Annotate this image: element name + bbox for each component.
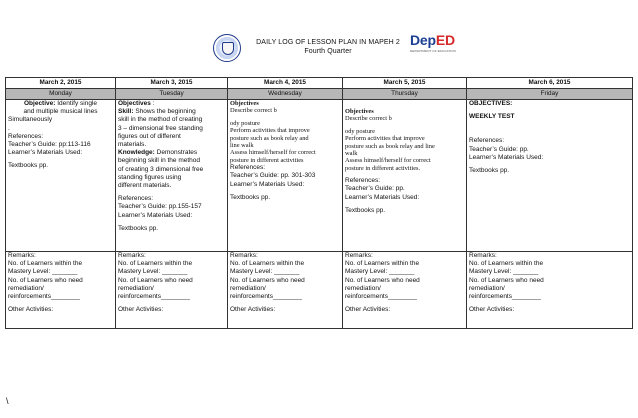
day-friday: Friday [467, 89, 633, 100]
spacer [469, 121, 630, 129]
remarks-mastery-level: Mastery Level: _______ [230, 268, 300, 276]
remarks-reinforcements: reinforcements________ [345, 293, 417, 301]
remarks-remediation-2: remediation/ [345, 284, 381, 292]
wednesday-line7: posture in different activities [230, 156, 304, 164]
day-thursday: Thursday [343, 89, 467, 100]
monday-learners-materials: Learner’s Materials Used: [8, 149, 83, 157]
wednesday-textbooks: Textbooks pp. [230, 193, 271, 201]
remarks-other-activities: Other Activities: [118, 306, 164, 314]
remarks-remediation-2: remediation/ [230, 284, 266, 292]
monday-teachers-guide: Teacher’s Guide: pp:113-116 [8, 141, 91, 149]
thursday-learners-materials: Learner’s Materials Used: [345, 193, 420, 201]
thursday-line7: posture in different activities. [345, 164, 421, 172]
thursday-textbooks: Textbooks pp. [345, 206, 386, 214]
remarks-remediation-1: No. of Learners who need [8, 276, 83, 284]
day-wednesday: Wednesday [228, 89, 343, 100]
monday-objective-line1 [8, 100, 113, 108]
thursday-objectives-label: Objectives [345, 108, 374, 115]
remarks-remediation-1: No. of Learners who need [118, 276, 193, 284]
friday-learners-materials: Learner’s Materials Used: [469, 153, 544, 161]
thursday-line6: Assess himself/herself for correct [345, 157, 431, 165]
friday-references-label: References: [469, 137, 505, 145]
monday-remarks-cell [6, 252, 116, 329]
thursday-line3: Perform activities that improve [345, 135, 425, 143]
thursday-remarks-cell [343, 252, 467, 329]
tuesday-skill-label: Skill: [118, 108, 134, 116]
wednesday-remarks-cell [228, 252, 343, 329]
tuesday-objectives-heading [118, 100, 225, 108]
thursday-line5: walk [345, 150, 358, 158]
remarks-mastery: No. of Learners within the [118, 260, 193, 268]
date-thursday: March 5, 2015 [343, 78, 467, 89]
tuesday-skill-text1: Shows the beginning [133, 108, 196, 116]
tuesday-knowledge-line5: different materials. [118, 182, 172, 190]
tuesday-skill-line2: skill in the method of creating [118, 116, 203, 124]
wednesday-teachers-guide: Teacher’s Guide: pp. 301-303 [230, 172, 316, 180]
friday-weekly-test: WEEKLY TEST [469, 113, 515, 121]
wednesday-objectives-cell [228, 100, 343, 252]
tuesday-objectives-colon: : [150, 100, 155, 107]
tuesday-objectives-cell [116, 100, 228, 252]
header-titles [248, 38, 408, 56]
monday-references-label: References: [8, 132, 44, 140]
remarks-remediation-2: remediation/ [469, 284, 505, 292]
tuesday-references-label: References: [118, 195, 154, 203]
remarks-label: Remarks: [8, 252, 36, 259]
wednesday-line5: line walk [230, 142, 254, 150]
thursday-teachers-guide: Teacher’s Guide: pp. [345, 185, 405, 193]
tuesday-knowledge-line2: beginning skill in the method [118, 157, 201, 165]
wednesday-line1: Describe correct b [230, 107, 277, 115]
tuesday-teachers-guide: Teacher’s Guide: pp.155-157 [118, 203, 202, 211]
date-row [6, 78, 633, 89]
friday-textbooks: Textbooks pp. [469, 167, 510, 175]
remarks-mastery-level: Mastery Level: _______ [469, 268, 539, 276]
wednesday-references-label: References: [230, 164, 266, 172]
document-title: DAILY LOG OF LESSON PLAN IN MAPEH 2 [256, 39, 400, 46]
remarks-mastery: No. of Learners within the [469, 260, 544, 268]
day-row [6, 89, 633, 100]
day-tuesday: Tuesday [116, 89, 228, 100]
tuesday-knowledge-label: Knowledge: [118, 149, 155, 157]
remarks-other-activities: Other Activities: [469, 306, 515, 314]
date-monday: March 2, 2015 [6, 78, 116, 89]
thursday-references-label: References: [345, 177, 381, 185]
tuesday-objectives-label: Objectives [118, 100, 151, 107]
deped-logo-text [410, 32, 458, 48]
remarks-mastery-level: Mastery Level: _______ [8, 268, 78, 276]
thursday-line4: posture such as book relay and line [345, 142, 435, 150]
lesson-log-table [5, 77, 633, 329]
wednesday-line3: Perform activities that improve [230, 127, 310, 135]
remarks-mastery: No. of Learners within the [345, 260, 420, 268]
date-friday: March 6, 2015 [467, 78, 633, 89]
monday-objective-line2: and multiple musical lines [23, 108, 98, 116]
remarks-reinforcements: reinforcements________ [469, 293, 541, 301]
deped-logo [410, 32, 458, 62]
tuesday-knowledge-line4: standing figures using [118, 173, 182, 181]
remarks-row [6, 252, 633, 329]
monday-objective-line3: Simultaneously [8, 116, 53, 124]
day-monday: Monday [6, 89, 116, 100]
monday-textbooks: Textbooks pp. [8, 162, 49, 170]
tuesday-knowledge-line1 [118, 149, 225, 157]
thursday-objectives-cell [343, 100, 467, 252]
friday-teachers-guide: Teacher’s Guide: pp. [469, 145, 529, 153]
wednesday-line2: ody posture [230, 119, 260, 127]
tuesday-remarks-cell [116, 252, 228, 329]
document-header [0, 30, 638, 70]
thursday-line2: ody posture [345, 127, 375, 135]
date-tuesday: March 3, 2015 [116, 78, 228, 89]
stray-mark: \ [6, 396, 9, 406]
remarks-label: Remarks: [469, 252, 497, 259]
remarks-label: Remarks: [118, 252, 146, 259]
remarks-mastery: No. of Learners within the [8, 260, 83, 268]
wednesday-line4: posture such as book relay and [230, 134, 309, 142]
remarks-remediation-1: No. of Learners who need [469, 276, 544, 284]
remarks-label: Remarks: [230, 252, 258, 259]
wednesday-objectives-label: Objectives [230, 100, 259, 107]
remarks-reinforcements: reinforcements________ [230, 293, 302, 301]
deped-logo-subtitle: DEPARTMENT OF EDUCATION [410, 49, 456, 53]
monday-dot: . [8, 124, 10, 132]
tuesday-knowledge-line3: of creating 3 dimensional free [118, 165, 204, 173]
deped-logo-dep: Dep [410, 32, 436, 48]
monday-objectives-cell [6, 100, 116, 252]
tuesday-skill-line5: materials. [118, 141, 147, 149]
remarks-remediation-1: No. of Learners who need [345, 276, 420, 284]
friday-remarks-cell [467, 252, 633, 329]
spacer [469, 129, 630, 137]
remarks-mastery-level: Mastery Level: _______ [118, 268, 188, 276]
friday-objectives-cell [467, 100, 633, 252]
tuesday-skill-line4: figures out of different [118, 132, 181, 140]
remarks-other-activities: Other Activities: [8, 306, 54, 314]
remarks-reinforcements: reinforcements________ [118, 293, 190, 301]
monday-objective-label: Objective: [24, 100, 56, 107]
date-wednesday: March 4, 2015 [228, 78, 343, 89]
remarks-mastery-level: Mastery Level: _______ [345, 268, 415, 276]
wednesday-learners-materials: Learner’s Materials Used: [230, 180, 305, 188]
tuesday-skill-line1 [118, 108, 225, 116]
remarks-label: Remarks: [345, 252, 373, 259]
objectives-row [6, 100, 633, 252]
tuesday-textbooks: Textbooks pp. [118, 224, 159, 232]
tuesday-knowledge-text1: Demonstrates [154, 149, 198, 157]
tuesday-learners-materials: Learner’s Materials Used: [118, 211, 193, 219]
wednesday-line6: Assess himself/herself for correct [230, 149, 316, 157]
quarter-label: Fourth Quarter [304, 48, 352, 55]
remarks-mastery: No. of Learners within the [230, 260, 305, 268]
deped-seal-icon [213, 34, 241, 62]
remarks-remediation-2: remediation/ [8, 284, 44, 292]
remarks-reinforcements: reinforcements________ [8, 293, 80, 301]
remarks-other-activities: Other Activities: [230, 306, 276, 314]
remarks-remediation-2: remediation/ [118, 284, 154, 292]
deped-logo-ed: ED [435, 32, 455, 48]
thursday-line1: Describe correct b [345, 115, 392, 123]
friday-objectives-label: OBJECTIVES: [469, 100, 513, 107]
remarks-other-activities: Other Activities: [345, 306, 391, 314]
monday-objective-text1: Identify single [55, 100, 97, 107]
tuesday-skill-line3: 3 – dimensional free standing [118, 124, 203, 132]
spacer [345, 100, 464, 108]
remarks-remediation-1: No. of Learners who need [230, 276, 305, 284]
